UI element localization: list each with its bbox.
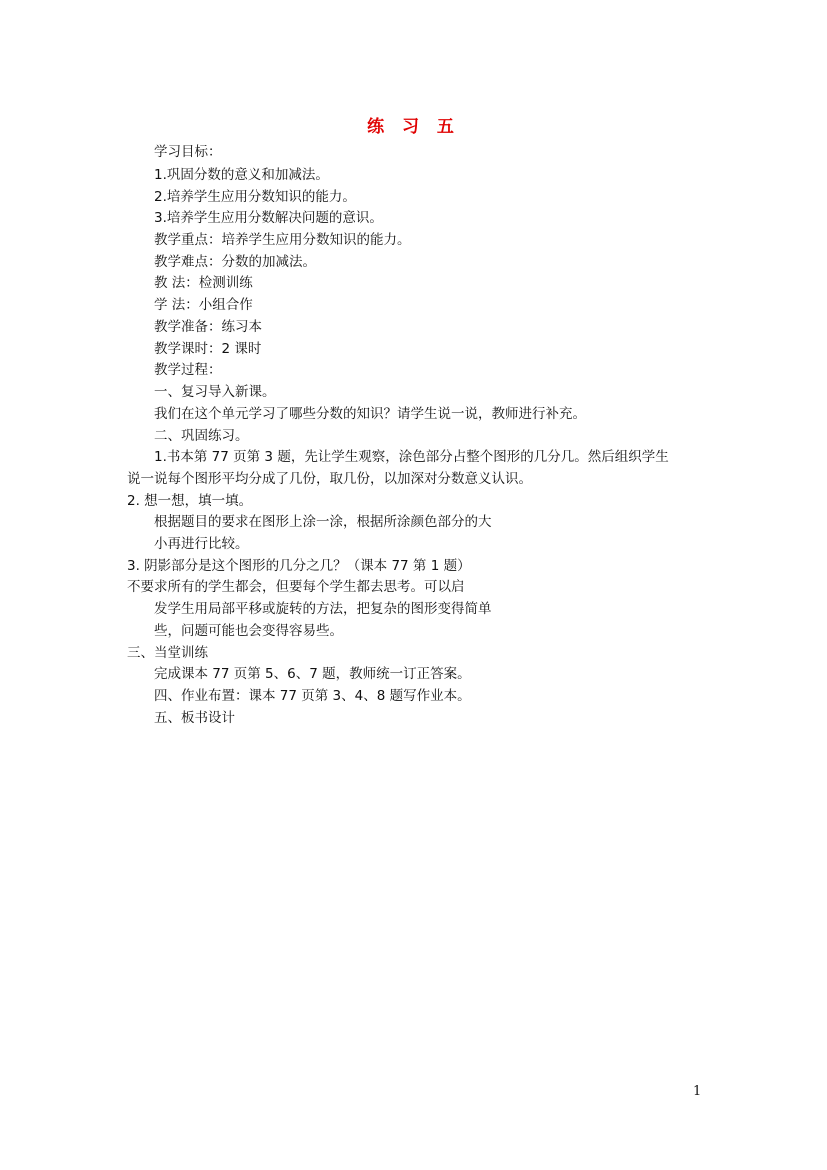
document-title: 练 习 五	[367, 117, 460, 137]
text-line: 四、作业布置：课本 77 页第 3、4、8 题写作业本。	[154, 688, 471, 704]
text-line: 五、板书设计	[154, 710, 235, 726]
text-line: 小再进行比较。	[154, 536, 249, 552]
text-line: 学习目标：	[154, 144, 222, 160]
text-line: 教学重点：培养学生应用分数知识的能力。	[154, 232, 411, 248]
page-number: 1	[693, 1084, 702, 1099]
text-line: 完成课本 77 页第 5、6、7 题，教师统一订正答案。	[154, 666, 471, 682]
text-line: 教学过程：	[154, 362, 222, 378]
text-line: 些，问题可能也会变得容易些。	[154, 623, 343, 639]
text-line: 2. 想一想，填一填。	[127, 493, 253, 509]
text-line: 3. 阴影部分是这个图形的几分之几？（课本 77 第 1 题）	[127, 558, 471, 574]
text-line: 1.书本第 77 页第 3 题，先让学生观察，涂色部分占整个图形的几分几。然后组织学生	[154, 449, 669, 465]
text-line: 教 法：检测训练	[154, 275, 253, 291]
text-line: 教学课时：2 课时	[154, 341, 262, 357]
text-line: 一、复习导入新课。	[154, 384, 276, 400]
text-line: 3.培养学生应用分数解决问题的意识。	[154, 210, 383, 226]
text-line: 根据题目的要求在图形上涂一涂，根据所涂颜色部分的大	[154, 514, 492, 530]
text-line: 2.培养学生应用分数知识的能力。	[154, 189, 356, 205]
text-line: 发学生用局部平移或旋转的方法，把复杂的图形变得简单	[154, 601, 492, 617]
text-line: 我们在这个单元学习了哪些分数的知识？请学生说一说，教师进行补充。	[154, 406, 586, 422]
text-line: 教学准备：练习本	[154, 319, 262, 335]
text-line: 教学难点：分数的加减法。	[154, 254, 316, 270]
text-line: 1.巩固分数的意义和加减法。	[154, 167, 329, 183]
text-line: 不要求所有的学生都会，但要每个学生都去思考。可以启	[127, 579, 465, 595]
section-heading: 三、当堂训练	[127, 645, 208, 661]
text-line: 说一说每个图形平均分成了几份，取几份，以加深对分数意义认识。	[127, 471, 532, 487]
text-line: 二、巩固练习。	[154, 428, 249, 444]
text-line: 学 法：小组合作	[154, 297, 253, 313]
